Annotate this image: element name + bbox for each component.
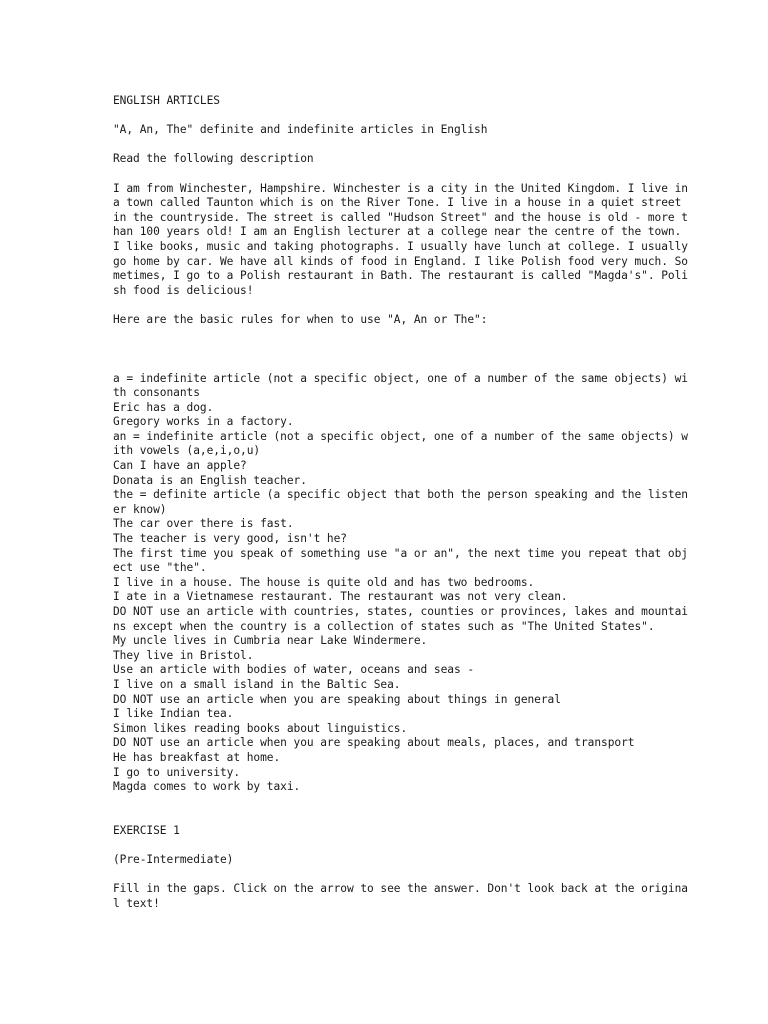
rule-line: th consonants (113, 386, 200, 400)
rule-line: I go to university. (113, 765, 241, 779)
rule-line: DO NOT use an article with countries, states, counties or provinces, lakes and mountai (113, 605, 688, 618)
rule-line: Can I have an apple? (113, 459, 247, 473)
rule-line: The first time you speak of something use "a or an", the next time you repeat that obj (113, 546, 688, 560)
exercise-instructions (113, 882, 688, 911)
rule-line: My uncle lives in Cumbria near Lake Windermere. (113, 634, 428, 648)
rules-list (113, 371, 688, 795)
rule-line: DO NOT use an article when you are speaking about meals, places, and transport (113, 736, 635, 750)
rule-line: ns except when the country is a collection of states such as "The United States". (113, 619, 655, 633)
rule-line: Use an article with bodies of water, oceans and seas - (113, 663, 475, 677)
rule-line: an = indefinite article (not a specific object, one of a number of the same objects) w (113, 429, 688, 443)
rule-line: Magda comes to work by taxi. (113, 780, 301, 794)
rule-line: er know) (113, 502, 167, 516)
exercise-level: (Pre-Intermediate) (113, 852, 234, 866)
description-line: han 100 years old! I am an English lecturer at a college near the centre of the town. (113, 225, 682, 239)
rule-line: the = definite article (a specific object that both the person speaking and the listen (113, 488, 688, 502)
description-line: a town called Taunton which is on the River Tone. I live in a house in a quiet street (113, 196, 682, 210)
rule-line: I live on a small island in the Baltic Sea. (113, 677, 401, 691)
description-line: sh food is delicious! (113, 283, 254, 297)
document-page (113, 94, 688, 911)
intro-text: Read the following description (113, 152, 314, 166)
description-paragraph (113, 181, 688, 299)
exercise-title: EXERCISE 1 (113, 823, 180, 837)
rule-line: Eric has a dog. (113, 400, 214, 414)
document-subtitle: "A, An, The" definite and indefinite articles in English (113, 123, 488, 137)
description-line: metimes, I go to a Polish restaurant in Bath. The restaurant is called "Magda's". Poli (113, 269, 688, 283)
rules-heading: Here are the basic rules for when to use "A, An or The": (113, 312, 488, 326)
rule-line: I live in a house. The house is quite old and has two bedrooms. (113, 575, 535, 589)
exercise-line: l text! (113, 896, 160, 910)
exercise-line: Fill in the gaps. Click on the arrow to see the answer. Don't look back at the origina (113, 882, 688, 896)
rule-line: Donata is an English teacher. (113, 473, 307, 487)
description-line: in the countryside. The street is called "Hudson Street" and the house is old - more t (113, 210, 688, 224)
rule-line: I ate in a Vietnamese restaurant. The restaurant was not very clean. (113, 590, 568, 604)
rule-line: Gregory works in a factory. (113, 415, 294, 429)
rule-line: The teacher is very good, isn't he? (113, 532, 347, 546)
rule-line: ith vowels (a,e,i,o,u) (113, 444, 261, 458)
description-line: I am from Winchester, Hampshire. Winchester is a city in the United Kingdom. I live in (113, 181, 688, 195)
rule-line: He has breakfast at home. (113, 750, 281, 764)
rule-line: ect use "the". (113, 561, 207, 575)
description-line: go home by car. We have all kinds of food in England. I like Polish food very much. So (113, 254, 688, 268)
rule-line: They live in Bristol. (113, 648, 254, 662)
rule-line: a = indefinite article (not a specific object, one of a number of the same objects) wi (113, 371, 688, 385)
rule-line: Simon likes reading books about linguistics. (113, 721, 408, 735)
rule-line: The car over there is fast. (113, 517, 294, 531)
description-line: I like books, music and taking photographs. I usually have lunch at college. I usually (113, 239, 688, 253)
rule-line: DO NOT use an article when you are speaking about things in general (113, 692, 561, 706)
rule-line: I like Indian tea. (113, 707, 234, 721)
document-title: ENGLISH ARTICLES (113, 94, 220, 107)
